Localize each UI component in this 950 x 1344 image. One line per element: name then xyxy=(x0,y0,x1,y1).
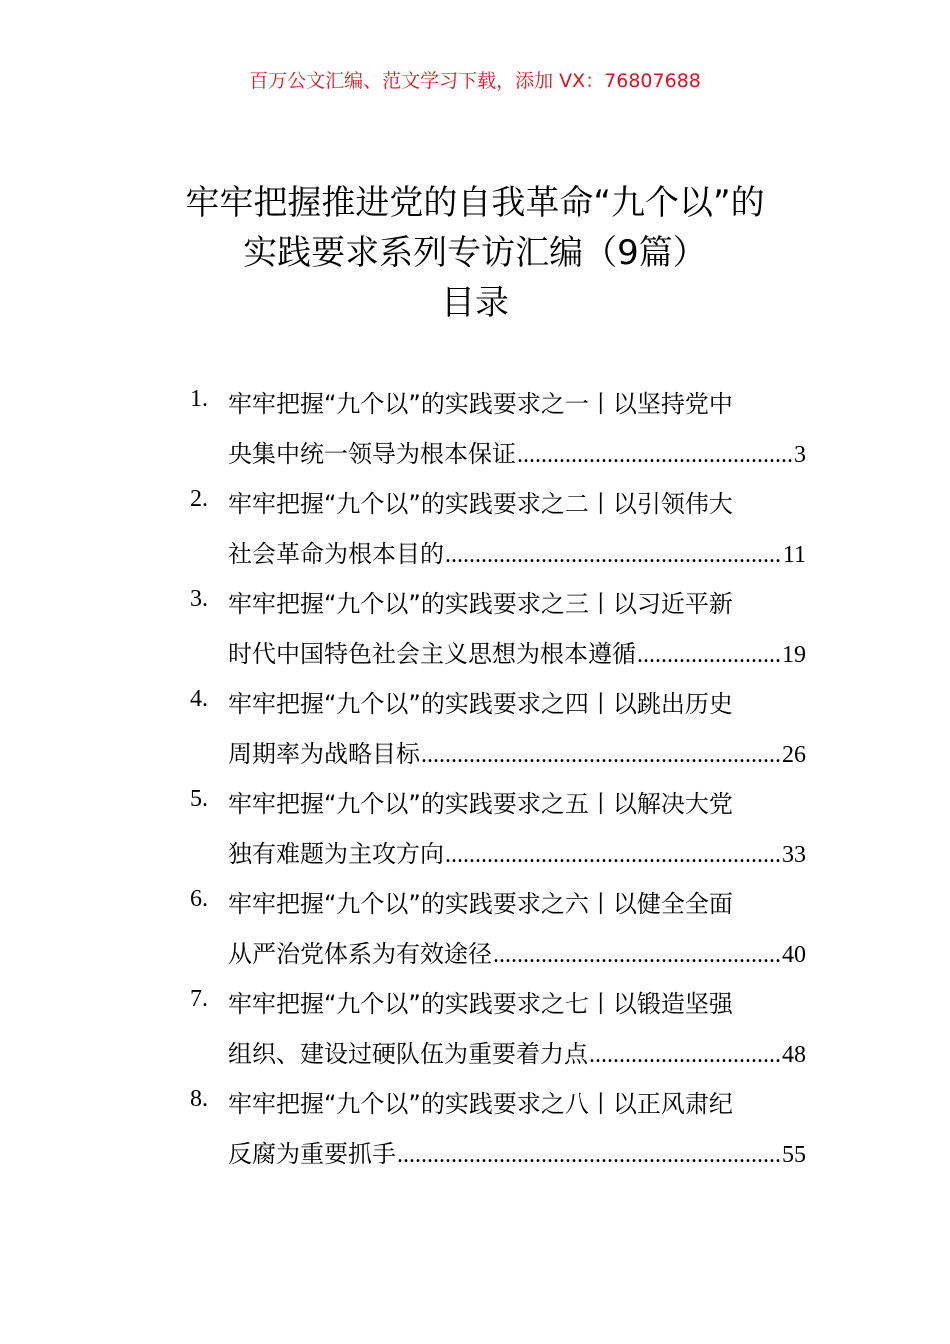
toc-number: 8. xyxy=(190,1086,208,1112)
toc-title-line1: 牢牢把握“九个以”的实践要求之五丨以解决大党 xyxy=(228,790,733,818)
toc-title-line1: 牢牢把握“九个以”的实践要求之八丨以正风肃纪 xyxy=(228,1090,733,1118)
dot-leader xyxy=(421,735,781,775)
toc-title-line2: 反腐为重要抓手 xyxy=(228,1140,396,1168)
toc-entry-3[interactable] xyxy=(190,580,806,680)
toc-title-line1: 牢牢把握“九个以”的实践要求之二丨以引领伟大 xyxy=(228,490,733,518)
toc-entry-7[interactable] xyxy=(190,980,806,1080)
toc-entry-8[interactable] xyxy=(190,1080,806,1180)
toc-page-number: 19 xyxy=(782,642,806,668)
toc-title-line1: 牢牢把握“九个以”的实践要求之六丨以健全全面 xyxy=(228,890,733,918)
toc-number: 5. xyxy=(190,786,208,812)
dot-leader xyxy=(493,935,781,975)
toc-page-number: 55 xyxy=(782,1142,806,1168)
toc-title-line2: 央集中统一领导为根本保证 xyxy=(228,440,516,468)
toc-title-line2: 社会革命为根本目的 xyxy=(228,540,444,568)
toc-heading: 目录 xyxy=(441,283,509,323)
toc-entry-1[interactable] xyxy=(190,380,806,480)
toc-number: 6. xyxy=(190,886,208,912)
toc-title-line2: 时代中国特色社会主义思想为根本遵循 xyxy=(228,640,636,668)
toc-number: 2. xyxy=(190,486,208,512)
table-of-contents xyxy=(190,380,806,1180)
toc-title-line1: 牢牢把握“九个以”的实践要求之一丨以坚持党中 xyxy=(228,390,733,418)
toc-page-number: 11 xyxy=(782,542,806,568)
toc-number: 3. xyxy=(190,586,208,612)
toc-page-number: 48 xyxy=(782,1042,806,1068)
toc-page-number: 40 xyxy=(782,942,806,968)
toc-title-line1: 牢牢把握“九个以”的实践要求之四丨以跳出历史 xyxy=(228,690,733,718)
toc-page-number: 26 xyxy=(782,742,806,768)
toc-title-line1: 牢牢把握“九个以”的实践要求之七丨以锻造坚强 xyxy=(228,990,733,1018)
header-note: 百万公文汇编、范文学习下载，添加 VX：76807688 xyxy=(249,70,701,92)
dot-leader xyxy=(445,835,781,875)
toc-number: 4. xyxy=(190,686,208,712)
title-line-2: 实践要求系列专访汇编（9篇） xyxy=(243,233,707,273)
toc-entry-4[interactable] xyxy=(190,680,806,780)
dot-leader xyxy=(517,435,793,475)
dot-leader xyxy=(445,535,782,575)
dot-leader xyxy=(589,1035,781,1075)
dot-leader xyxy=(637,635,781,675)
dot-leader xyxy=(397,1135,781,1175)
toc-title-line2: 独有难题为主攻方向 xyxy=(228,840,444,868)
toc-entry-2[interactable] xyxy=(190,480,806,580)
toc-title-line2: 组织、建设过硬队伍为重要着力点 xyxy=(228,1040,588,1068)
toc-number: 1. xyxy=(190,386,208,412)
toc-entry-6[interactable] xyxy=(190,880,806,980)
toc-title-line2: 从严治党体系为有效途径 xyxy=(228,940,492,968)
toc-page-number: 3 xyxy=(794,442,806,468)
title-line-1: 牢牢把握推进党的自我革命“九个以”的 xyxy=(185,183,765,223)
toc-title-line2: 周期率为战略目标 xyxy=(228,740,420,768)
toc-number: 7. xyxy=(190,986,208,1012)
document-title xyxy=(0,178,950,328)
toc-title-line1: 牢牢把握“九个以”的实践要求之三丨以习近平新 xyxy=(228,590,733,618)
toc-page-number: 33 xyxy=(782,842,806,868)
toc-entry-5[interactable] xyxy=(190,780,806,880)
